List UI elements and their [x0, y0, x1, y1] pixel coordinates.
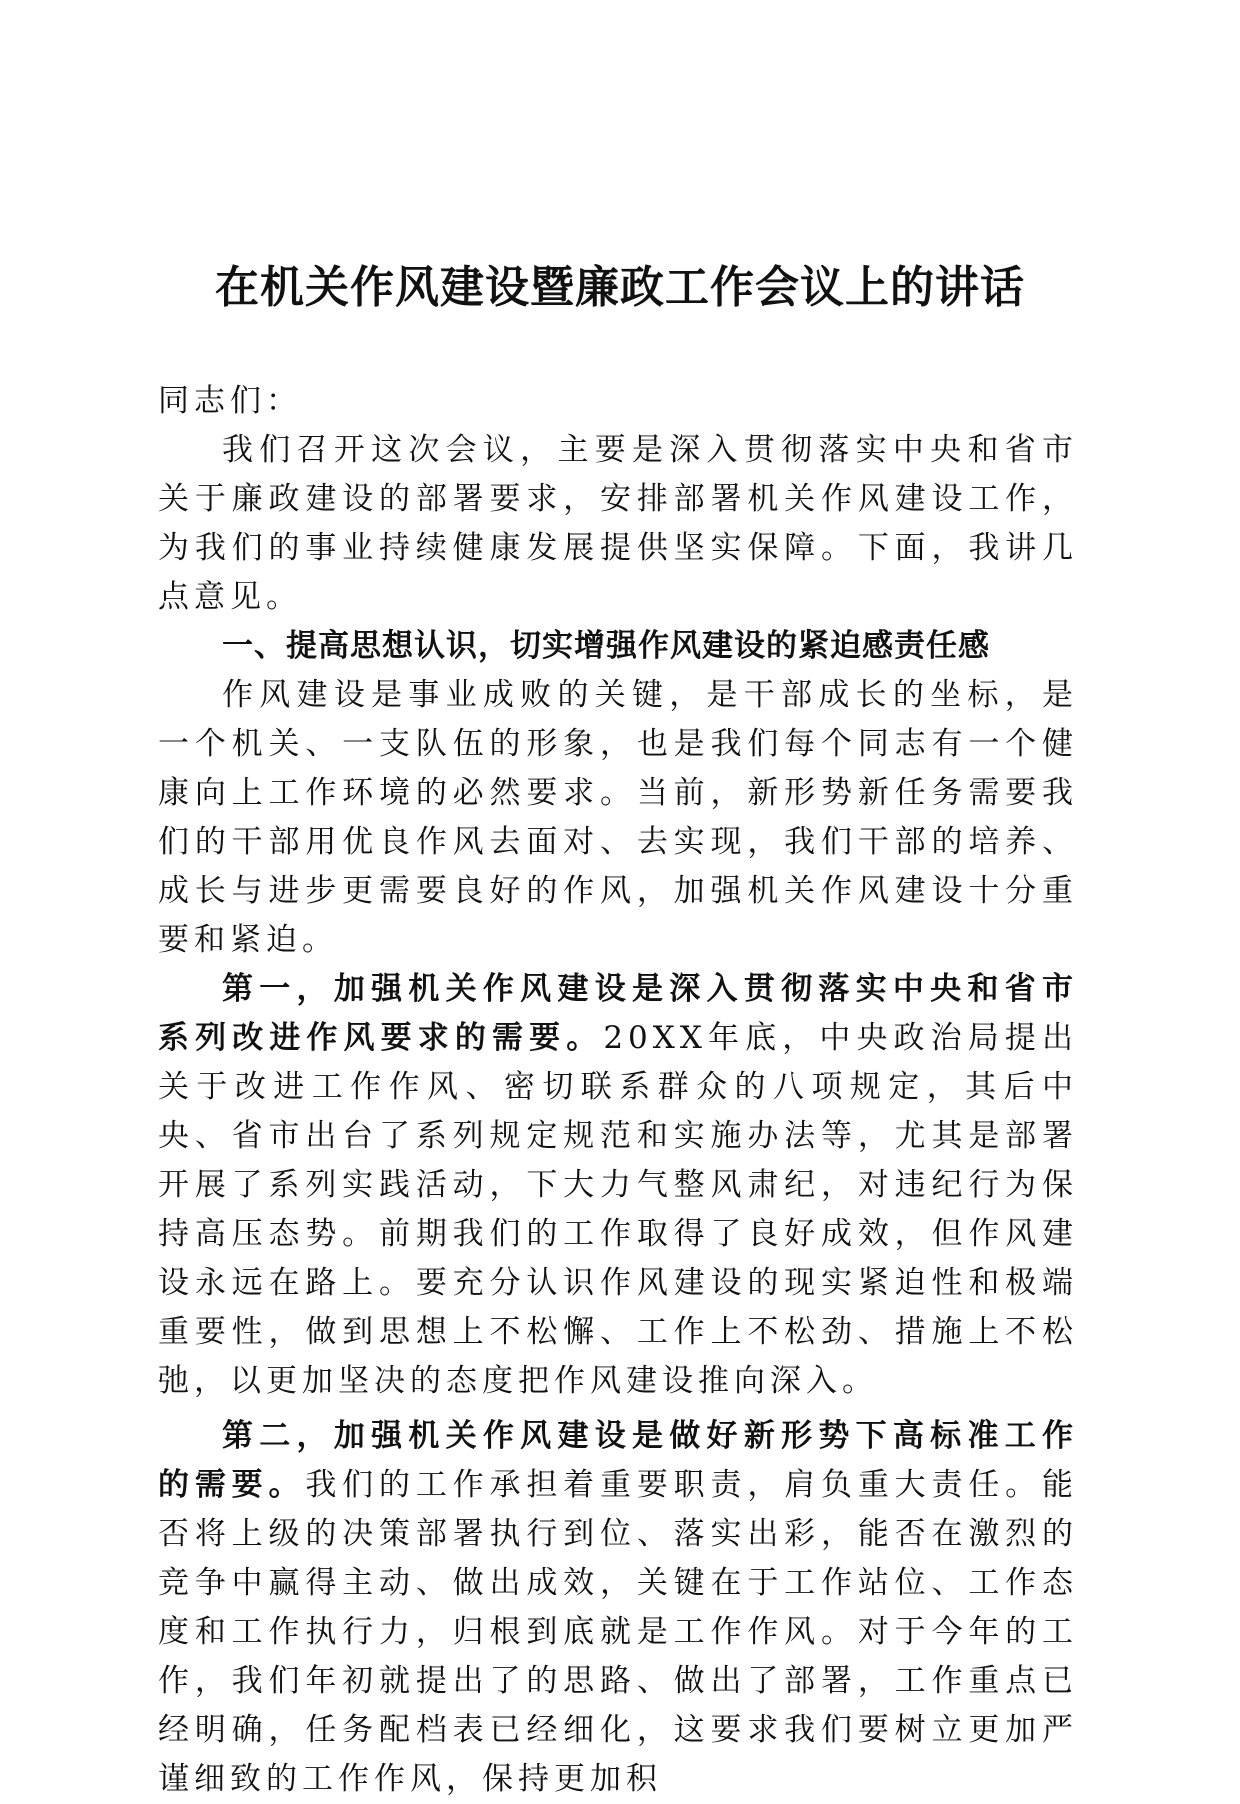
- point-2-text: 我们的工作承担着重要职责，肩负重大责任。能否将上级的决策部署执行到位、落实出彩，能否在激烈的竞争中赢得主动、做出成效，关键在于工作站位、工作态度和工作执行力，归根到底就是工作作风。对于今年的工作，我们年初就提出了的思路、做出了部署，工作重点已经明确，任务配档表已经细化，这要求我们要树立更加严谨细致的工作作风，保持更加积: [158, 1467, 1079, 1797]
- point-paragraph-1: [158, 965, 1078, 1406]
- salutation: 同志们：: [158, 383, 302, 419]
- section-heading-1: 一、提高思想认识，切实增强作风建设的紧迫感责任感: [222, 628, 990, 664]
- section-paragraph-1: 作风建设是事业成败的关键，是干部成长的坐标，是一个机关、一支队伍的形象，也是我们每个同志有一个健康向上工作环境的必然要求。当前，新形势新任务需要我们的干部用优良作风去面对、去实现，我们干部的培养、成长与进步更需要良好的作风，加强机关作风建设十分重要和紧迫。: [158, 677, 1078, 958]
- point-1-lead: 第一，加强机关作风建设是深入贯彻落实中央和省市系列改进作风要求的需要。: [158, 971, 1078, 1056]
- intro-paragraph: 我们召开这次会议，主要是深入贯彻落实中央和省市关于廉政建设的部署要求，安排部署机关作风建设工作，为我们的事业持续健康发展提供坚实保障。下面，我讲几点意见。: [158, 432, 1078, 615]
- point-2-lead: 第二，加强机关作风建设是做好新形势下高标准工作的需要。: [158, 1418, 1078, 1503]
- document-body: [158, 377, 1078, 1804]
- point-paragraph-2: [158, 1412, 1078, 1804]
- point-1-text: 20XX年底，中央政治局提出关于改进工作作风、密切联系群众的八项规定，其后中央、省市出台了系列规定规范和实施办法等，尤其是部署开展了系列实践活动，下大力气整风肃纪，对违纪行为保持高压态势。前期我们的工作取得了良好成效，但作风建设永远在路上。要充分认识作风建设的现实紧迫性和极端重要性，做到思想上不松懈、工作上不松劲、措施上不松弛，以更加坚决的态度把作风建设推向深入。: [158, 1020, 1078, 1399]
- document-title: 在机关作风建设暨廉政工作会议上的讲话: [215, 262, 1025, 313]
